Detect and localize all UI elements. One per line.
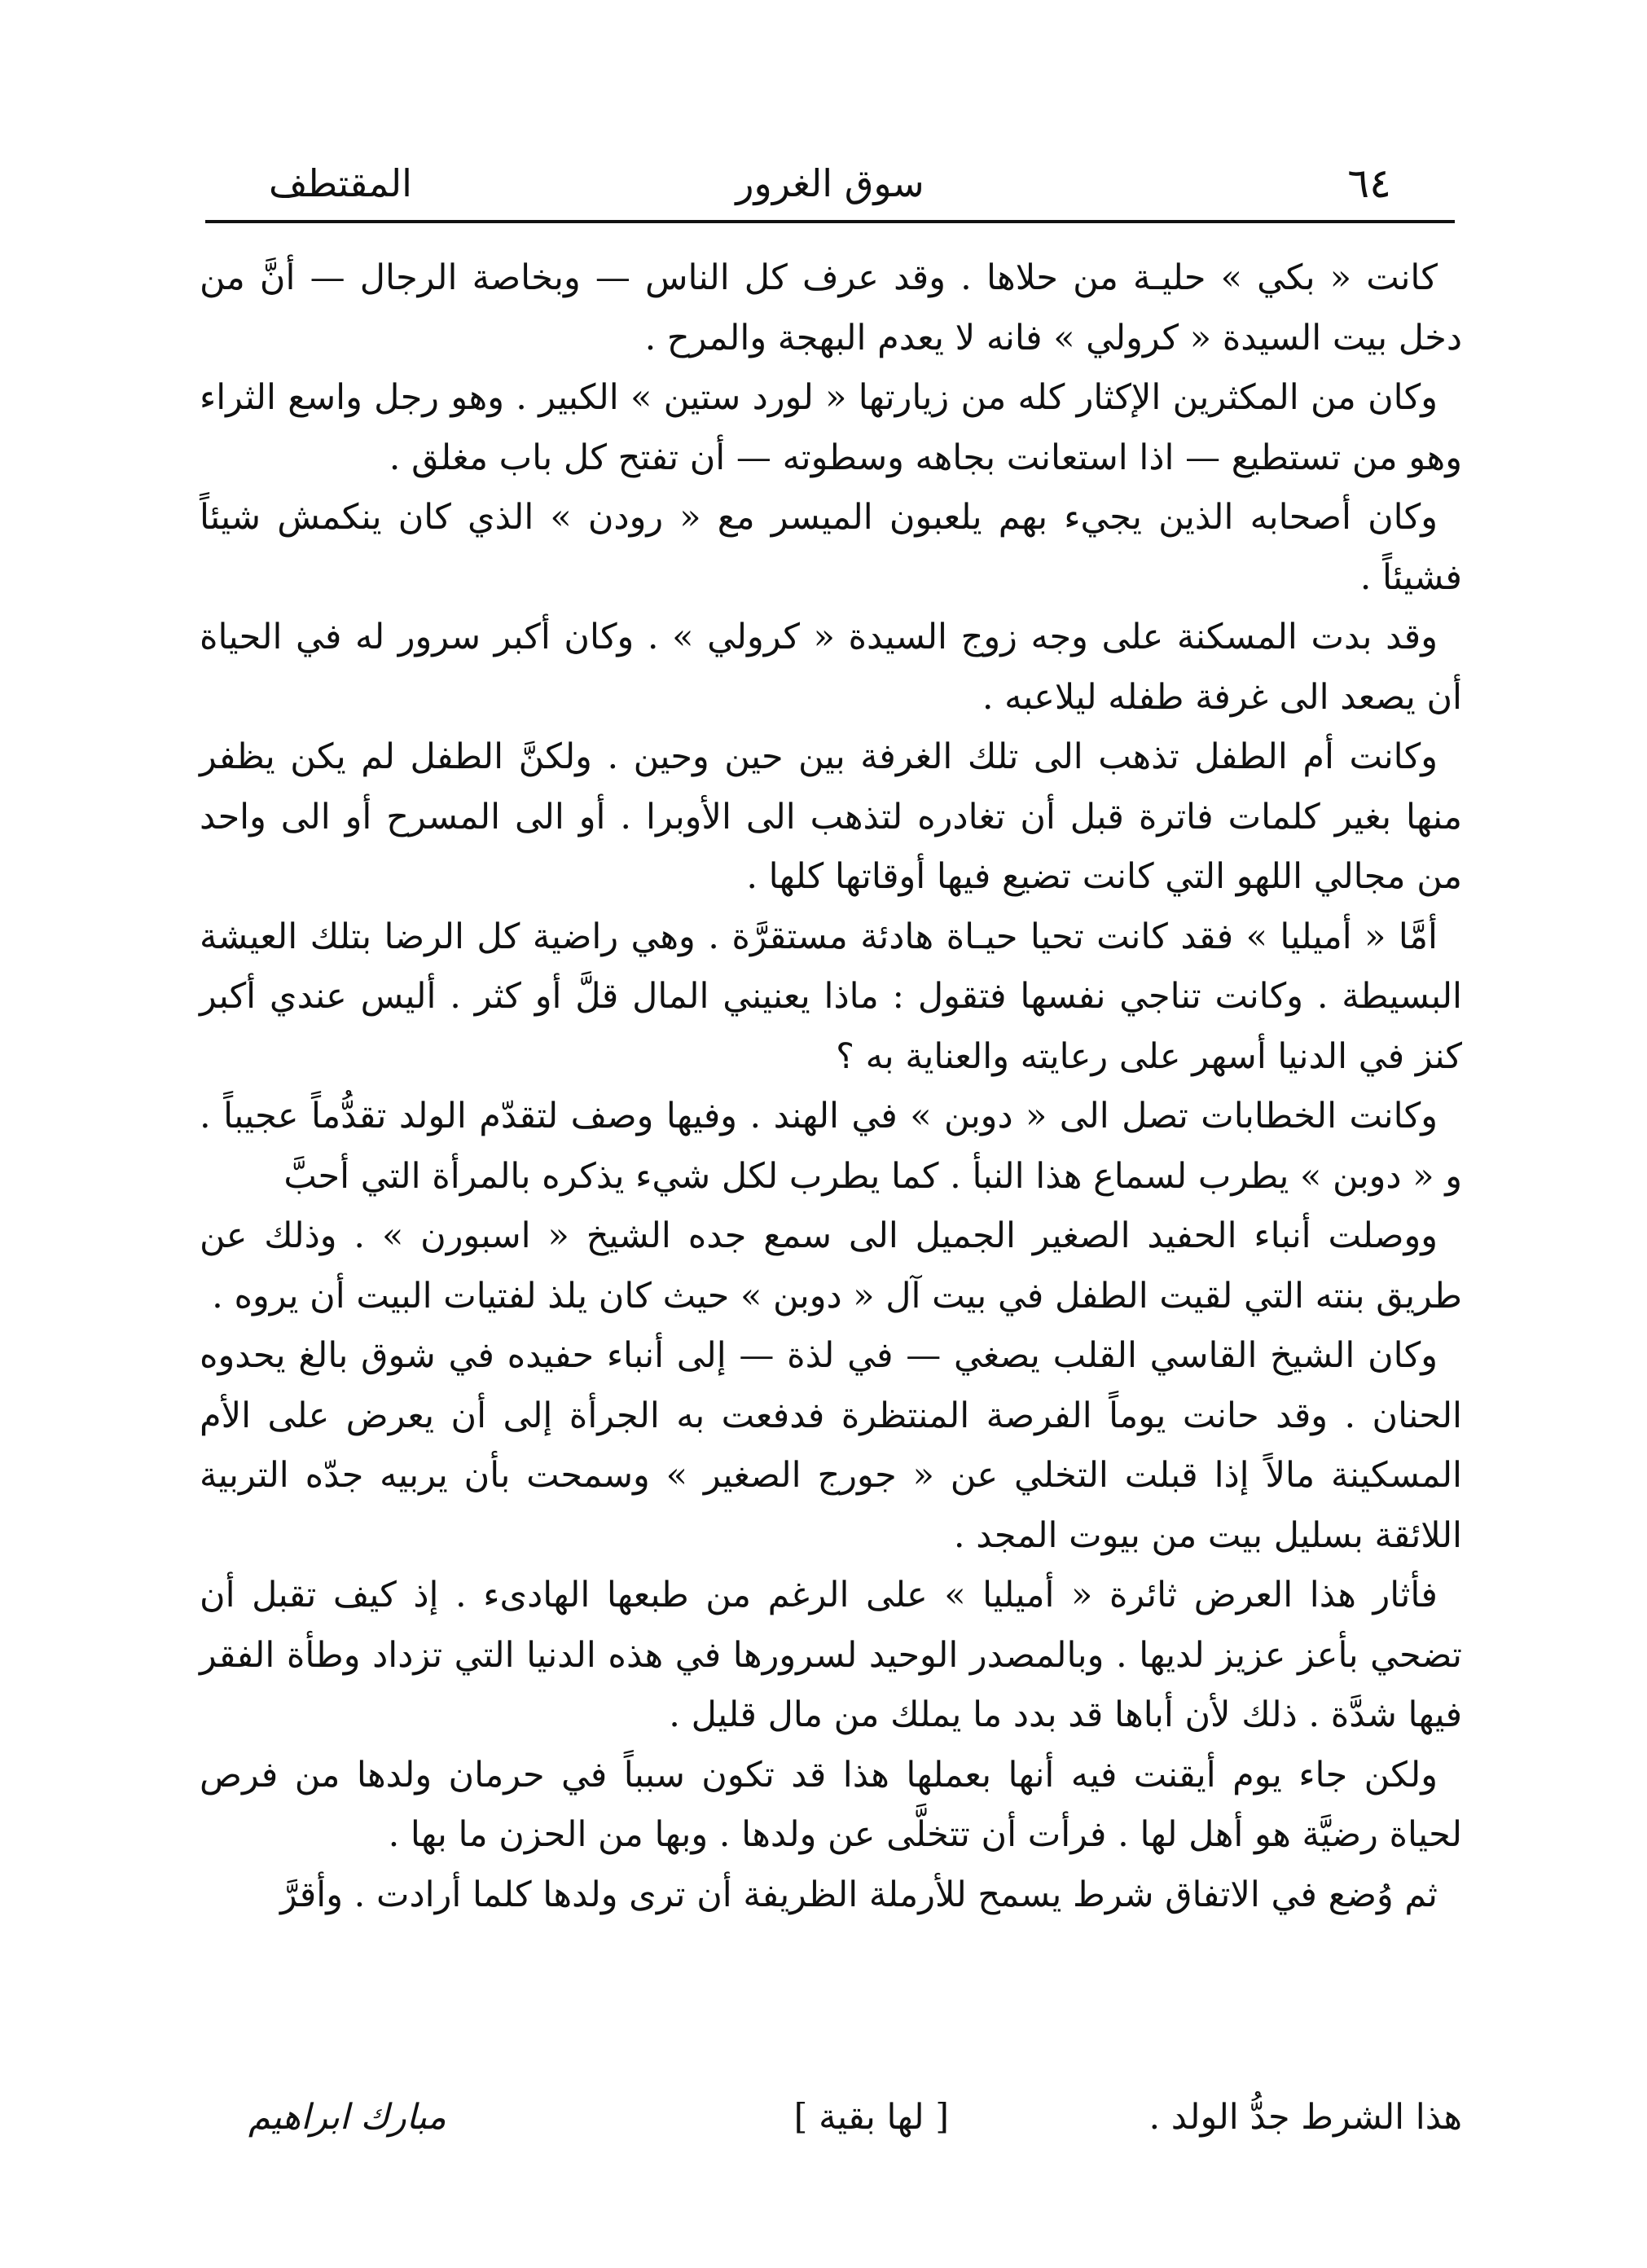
paragraph: وكان الشيخ القاسي القلب يصغي — في لذة — إلى أنباء حفيده في شوق بالغ يحدوه الحنان . وقد حانت يوماً الفرصة المنتظرة فدفعت به الجرأة إلى أن يعرض على الأم المسكينة مالاً إذا قبلت التخلي عن « جورج الصغير » وسمحت بأن يربيه جدّه التربية اللائقة بسليل بيت من بيوت المجد . bbox=[200, 1335, 1462, 1556]
paragraph: أمَّا « أميليا » فقد كانت تحيا حيـاة هادئة مستقرَّة . وهي راضية كل الرضا بتلك العيشة البسيطة . وكانت تناجي نفسها فتقول : ماذا يعنيني المال قلَّ أو كثر . أليس عندي أكبر كنز في الدنيا أسهر على رعايته والعناية به ؟ bbox=[200, 916, 1462, 1077]
journal-name: المقتطف bbox=[269, 161, 412, 205]
page-number: ٦٤ bbox=[1347, 160, 1391, 207]
paragraph: ووصلت أنباء الحفيد الصغير الجميل الى سمع جده الشيخ « اسبورن » . وذلك عن طريق بنته التي لقيت الطفل في بيت آل « دوبن » حيث كان يلذ لفتيات البيت أن يروه . bbox=[200, 1215, 1462, 1316]
closing-line: هذا الشرط جدُّ الولد . bbox=[1149, 2097, 1462, 2138]
paragraph: وكانت الخطابات تصل الى « دوبن » في الهند . وفيها وصف لتقدّم الولد تقدُّماً عجيباً . و « دوبن » يطرب لسماع هذا النبأ . كما يطرب لكل شيء يذكره بالمرأة التي أحبَّ bbox=[200, 1096, 1462, 1197]
article-footer bbox=[200, 2088, 1462, 2153]
paragraph: ثم وُضع في الاتفاق شرط يسمح للأرملة الظريفة أن ترى ولدها كلما أرادت . وأقرَّ bbox=[280, 1874, 1438, 1915]
paragraph: ولكن جاء يوم أيقنت فيه أنها بعملها هذا قد تكون سبباً في حرمان ولدها من فرص لحياة رضيَّة هو أهل لها . فرأت أن تتخلَّى عن ولدها . وبها من الحزن ما بها . bbox=[200, 1754, 1462, 1855]
paragraph: وكان أصحابه الذين يجيء بهم يلعبون الميسر مع « رودن » الذي كان ينكمش شيئاً فشيئاً . bbox=[200, 497, 1462, 598]
article-body bbox=[200, 248, 1462, 1925]
paragraph: فأثار هذا العرض ثائرة « أميليا » على الرغم من طبعها الهادىء . إذ كيف تقبل أن تضحي بأعز عزيز لديها . وبالمصدر الوحيد لسرورها في هذه الدنيا التي تزداد وطأة الفقر فيها شدَّة . ذلك لأن أباها قد بدد ما يملك من مال قليل . bbox=[200, 1575, 1462, 1735]
header-rule bbox=[205, 220, 1455, 223]
paragraph: وكان من المكثرين الإكثار كله من زيارتها « لورد ستين » الكبير . وهو رجل واسع الثراء وهو من تستطيع — اذا استعانت بجاهه وسطوته — أن تفتح كل باب مغلق . bbox=[200, 377, 1462, 478]
paragraph: وقد بدت المسكنة على وجه زوج السيدة « كرولي » . وكان أكبر سرور له في الحياة أن يصعد الى غرفة طفله ليلاعبه . bbox=[200, 617, 1462, 718]
article-title: سوق الغرور bbox=[736, 161, 925, 205]
author-signature: مبارك ابراهيم bbox=[248, 2097, 446, 2138]
paragraph: كانت « بكي » حليـة من حلاها . وقد عرف كل الناس — وبخاصة الرجال — أنَّ من دخل بيت السيدة « كرولي » فانه لا يعدم البهجة والمرح . bbox=[200, 257, 1462, 358]
page-header bbox=[204, 151, 1456, 224]
continuation-note: [ لها بقية ] bbox=[793, 2097, 949, 2138]
paragraph: وكانت أم الطفل تذهب الى تلك الغرفة بين حين وحين . ولكنَّ الطفل لم يكن يظفر منها بغير كلمات فاترة قبل أن تغادره لتذهب الى الأوبرا . أو الى المسرح أو الى واحد من مجالي اللهو التي كانت تضيع فيها أوقاتها كلها . bbox=[200, 736, 1462, 897]
